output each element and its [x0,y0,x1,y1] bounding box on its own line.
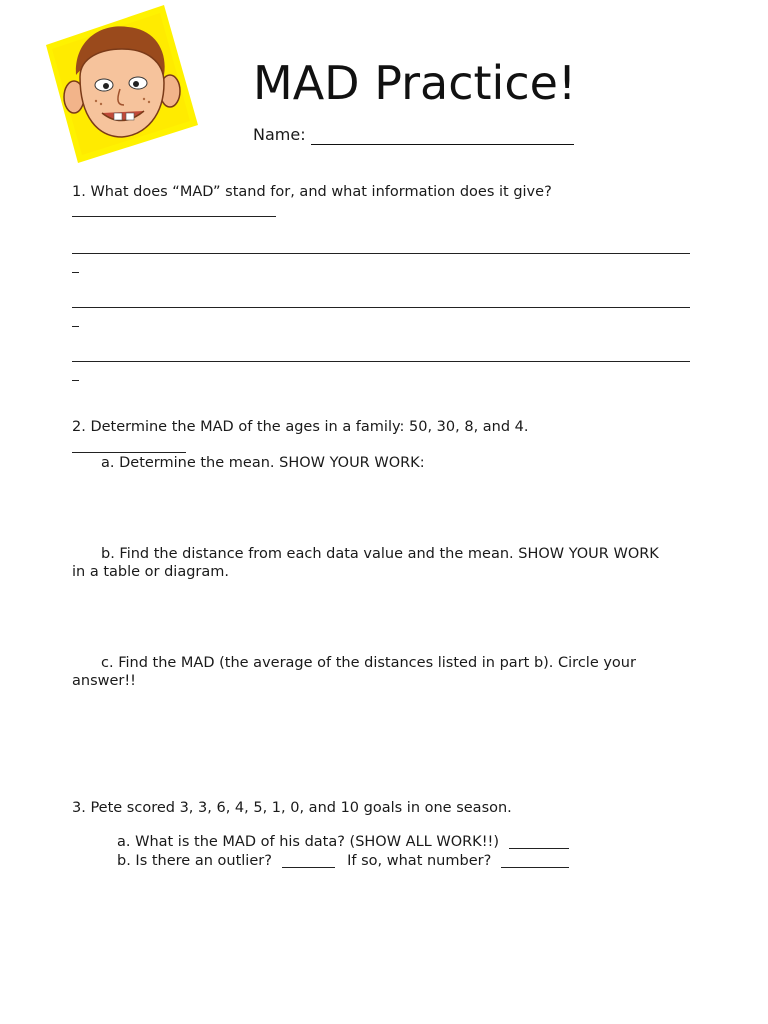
question-3-text: 3. Pete scored 3, 3, 6, 4, 5, 1, 0, and 10 goals in one season. [72,800,512,816]
question-2b-text-line1: b. Find the distance from each data value and the mean. SHOW YOUR WORK [101,546,659,562]
answer-line-tail [72,326,79,327]
answer-line-tail [72,380,79,381]
answer-line[interactable] [72,307,690,308]
answer-blank[interactable] [501,867,569,868]
answer-line-tail [72,272,79,273]
answer-line[interactable] [72,361,690,362]
question-2c-text-line2: answer!! [72,673,136,689]
question-1-text: 1. What does “MAD” stand for, and what information does it give? [72,184,552,200]
question-3b-followup: If so, what number? [347,853,492,869]
question-2a-text: a. Determine the mean. SHOW YOUR WORK: [101,455,425,471]
question-3a-text: a. What is the MAD of his data? (SHOW ALL WORK!!) [117,834,499,850]
answer-line[interactable] [72,253,690,254]
answer-blank[interactable] [282,867,335,868]
answer-line[interactable] [72,452,186,453]
question-3b-row [117,852,569,870]
name-label: Name: [253,125,306,144]
question-2b-text-line2: in a table or diagram. [72,564,230,580]
question-3a-row [117,833,569,851]
question-2-text: 2. Determine the MAD of the ages in a family: 50, 30, 8, and 4. [72,419,529,435]
question-3b-text: b. Is there an outlier? [117,853,272,869]
mascot-face-icon [46,5,198,163]
page-title: MAD Practice! [253,56,577,110]
question-2c-text-line1: c. Find the MAD (the average of the distances listed in part b). Circle your [101,655,636,671]
answer-line[interactable] [72,216,276,217]
answer-blank[interactable] [509,848,569,849]
name-field-line[interactable] [311,144,574,145]
